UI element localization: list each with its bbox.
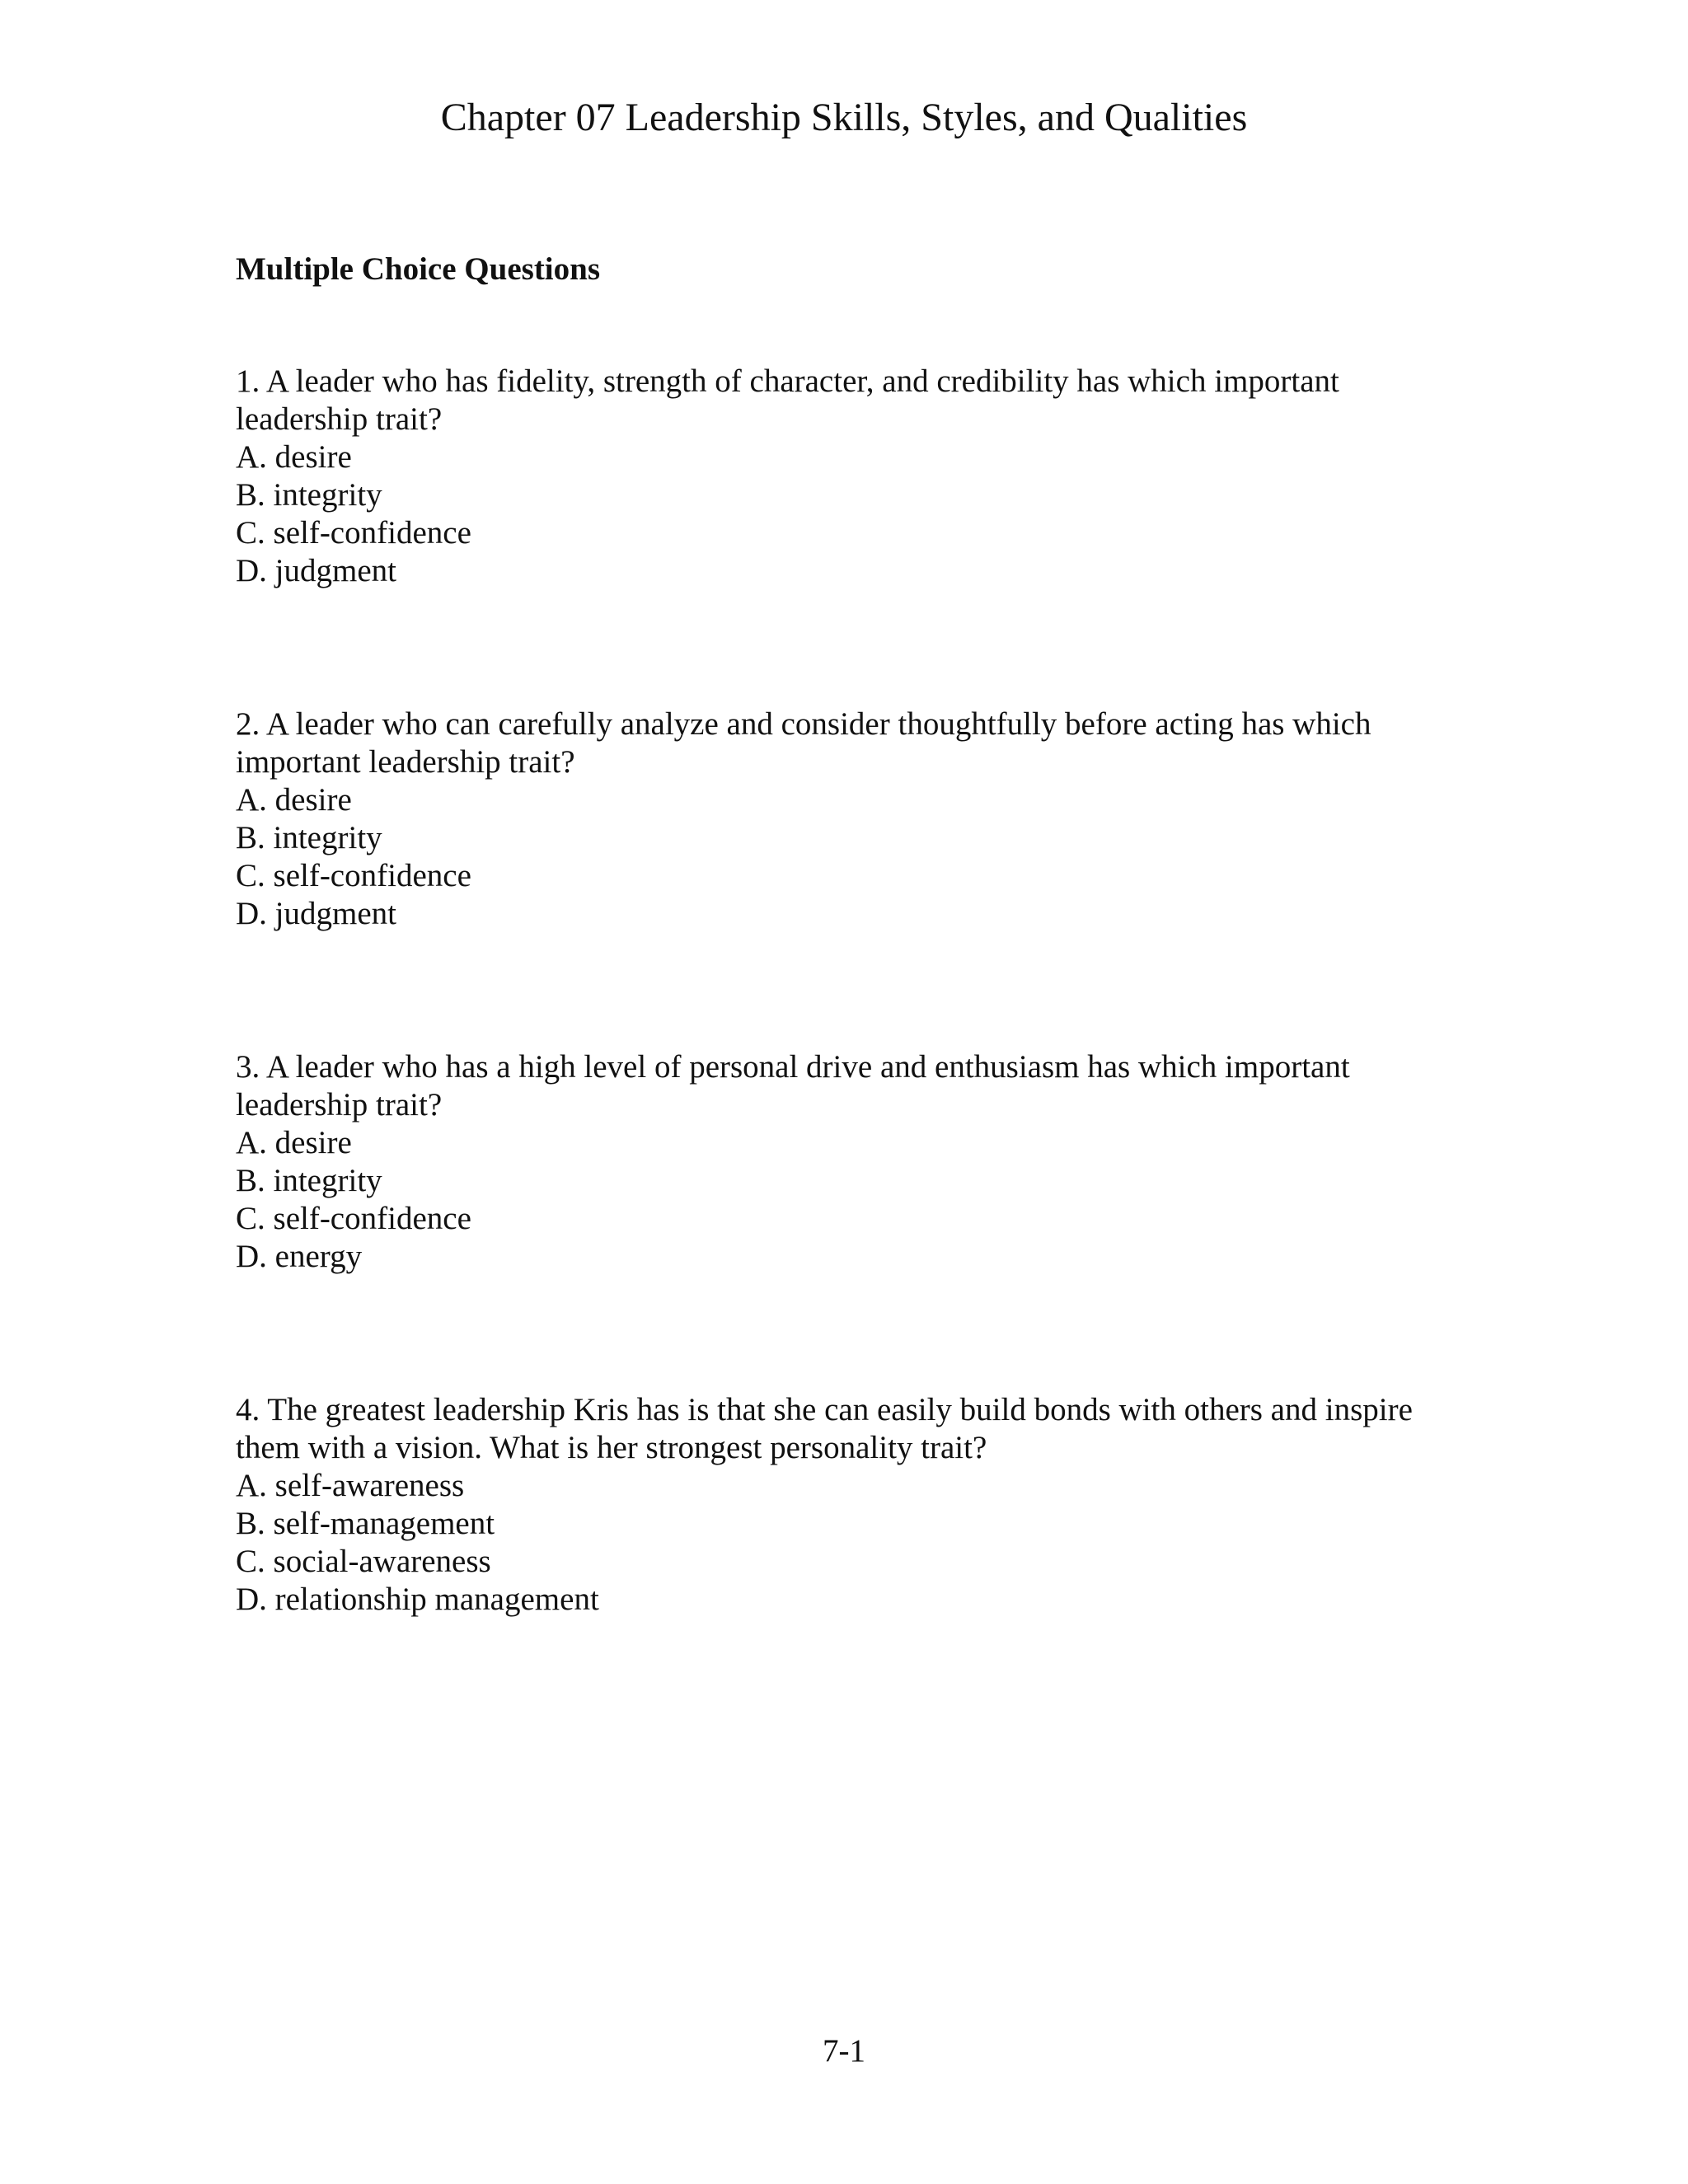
page-title: Chapter 07 Leadership Skills, Styles, and Qualities (440, 96, 1248, 139)
question-3-option-a: A. desire (236, 1125, 352, 1160)
section-heading: Multiple Choice Questions (236, 251, 601, 287)
question-1-option-c: C. self-confidence (236, 515, 471, 551)
question-2 (236, 705, 1472, 933)
question-2-option-c: C. self-confidence (236, 858, 471, 893)
question-3 (236, 1048, 1472, 1276)
question-2-option-a: A. desire (236, 782, 352, 818)
question-2-stem: 2. A leader who can carefully analyze and consider thoughtfully before acting has which important leadership trait? (236, 706, 1372, 780)
question-3-option-c: C. self-confidence (236, 1201, 471, 1236)
question-2-option-b: B. integrity (236, 820, 382, 855)
question-4 (236, 1391, 1472, 1619)
question-1-option-a: A. desire (236, 439, 352, 475)
question-4-option-b: B. self-management (236, 1506, 495, 1541)
page-number: 7-1 (823, 2033, 865, 2069)
question-4-option-c: C. social-awareness (236, 1544, 491, 1579)
question-1-option-b: B. integrity (236, 477, 382, 513)
question-1-stem: 1. A leader who has fidelity, strength of character, and credibility has which important leadership trait? (236, 363, 1339, 437)
question-3-stem: 3. A leader who has a high level of personal drive and enthusiasm has which important leadership trait? (236, 1049, 1350, 1122)
question-4-option-d: D. relationship management (236, 1582, 599, 1617)
question-2-option-d: D. judgment (236, 896, 396, 931)
question-4-option-a: A. self-awareness (236, 1468, 465, 1503)
question-3-option-b: B. integrity (236, 1163, 382, 1198)
question-3-option-d: D. energy (236, 1239, 363, 1274)
question-4-stem: 4. The greatest leadership Kris has is that she can easily build bonds with others and inspire them with a vision. What is her strongest personality trait? (236, 1392, 1413, 1465)
question-1-option-d: D. judgment (236, 553, 396, 588)
question-1 (236, 363, 1472, 590)
